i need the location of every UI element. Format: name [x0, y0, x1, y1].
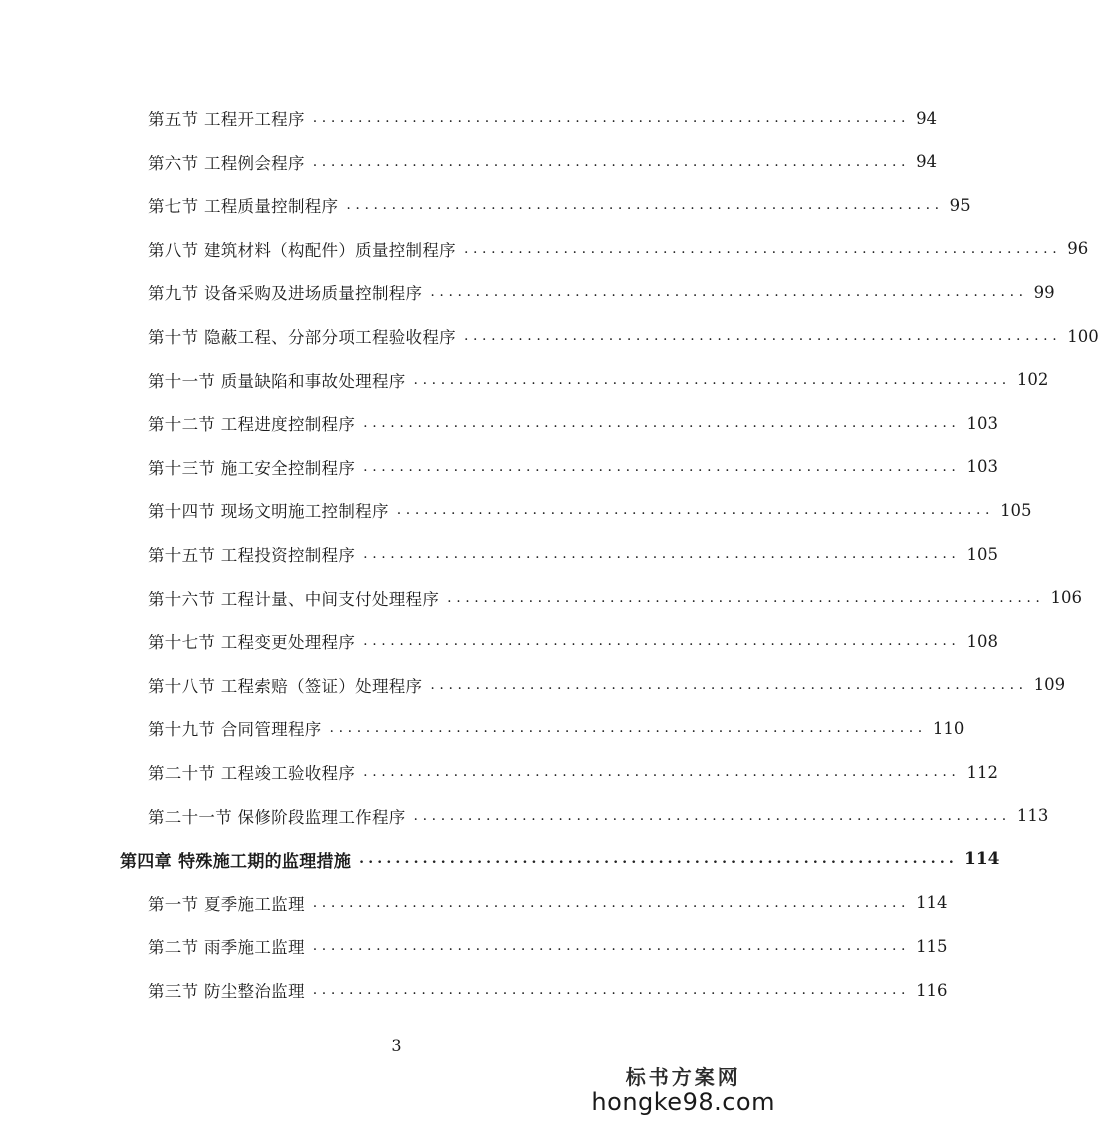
- toc-leader-dots: ..................................................................: [447, 589, 1045, 606]
- toc-entry-title: 第四章 特殊施工期的监理措施: [120, 851, 352, 872]
- toc-entry-page: 100: [1067, 326, 1099, 346]
- toc-entry[interactable]: [148, 452, 998, 482]
- toc-entry-page: 94: [916, 152, 938, 172]
- toc-leader-dots: ..................................................................: [359, 851, 959, 868]
- toc-entry-title: 第二节 雨季施工监理: [148, 938, 305, 958]
- toc-entry-page: 109: [1033, 675, 1066, 695]
- toc-entry[interactable]: [148, 190, 971, 220]
- toc-leader-dots: ..................................................................: [463, 328, 1062, 344]
- toc-entry[interactable]: [148, 670, 1066, 700]
- toc-entry[interactable]: [148, 321, 1099, 351]
- toc-entry-title: 第十四节 现场文明施工控制程序: [148, 502, 389, 522]
- toc-entry[interactable]: [148, 583, 1082, 613]
- toc-leader-dots: ..................................................................: [430, 676, 1028, 693]
- toc-entry-title: 第三节 防尘整治监理: [148, 982, 305, 1001]
- toc-entry-title: 第二十节 工程竣工验收程序: [148, 764, 356, 783]
- toc-entry-title: 第五节 工程开工程序: [148, 110, 305, 129]
- toc-entry-page: 94: [916, 108, 938, 128]
- toc-leader-dots: ..................................................................: [312, 110, 911, 126]
- toc-entry-page: 110: [932, 718, 965, 738]
- toc-entry-title: 第十节 隐蔽工程、分部分项工程验收程序: [148, 328, 456, 347]
- toc-entry[interactable]: [148, 626, 998, 656]
- toc-entry-title: 第十七节 工程变更处理程序: [148, 633, 356, 653]
- toc-entry-page: 106: [1050, 588, 1082, 608]
- toc-entry[interactable]: [148, 495, 1032, 525]
- toc-leader-dots: ..................................................................: [363, 458, 961, 475]
- toc-entry-page: 113: [1016, 806, 1049, 826]
- toc-entry[interactable]: [148, 408, 998, 438]
- toc-leader-dots: ..................................................................: [346, 197, 944, 214]
- toc-entry-title: 第十一节 质量缺陷和事故处理程序: [148, 371, 406, 391]
- toc-leader-dots: ..................................................................: [312, 982, 911, 998]
- toc-leader-dots: ..................................................................: [396, 502, 995, 519]
- watermark-logo: [591, 1061, 775, 1116]
- toc-entry[interactable]: [148, 147, 938, 177]
- toc-entry-title: 第十六节 工程计量、中间支付处理程序: [148, 589, 440, 609]
- page-number: 3: [391, 1036, 402, 1055]
- toc-entry[interactable]: [148, 801, 1049, 831]
- toc-entry[interactable]: [148, 234, 1089, 264]
- toc-entry-title: 第八节 建筑材料（构配件）质量控制程序: [148, 240, 456, 260]
- toc-entry-page: 103: [966, 413, 998, 433]
- toc-leader-dots: ..................................................................: [312, 938, 911, 955]
- toc-leader-dots: ..................................................................: [430, 284, 1028, 301]
- toc-entry-title: 第十二节 工程进度控制程序: [148, 415, 356, 435]
- toc-leader-dots: ..................................................................: [363, 633, 961, 650]
- toc-entry-title: 第二十一节 保修阶段监理工作程序: [148, 807, 406, 827]
- watermark-url-text: hongke98.com: [591, 1088, 775, 1116]
- toc-entry[interactable]: [148, 713, 965, 743]
- toc-entry[interactable]: [148, 103, 938, 133]
- toc-entry-title: 第七节 工程质量控制程序: [148, 197, 339, 217]
- toc-leader-dots: ..................................................................: [363, 764, 961, 780]
- toc-leader-dots: ..................................................................: [413, 371, 1011, 388]
- toc-entry-page: 102: [1016, 370, 1049, 390]
- toc-entry-page: 105: [1000, 500, 1032, 520]
- toc-entry[interactable]: [148, 757, 998, 787]
- toc-entry[interactable]: [148, 888, 948, 918]
- toc-entry-page: 105: [966, 544, 998, 564]
- toc-chapter-entry[interactable]: [120, 844, 1000, 874]
- toc-entry-page: 115: [916, 936, 948, 956]
- toc-entry-page: 116: [916, 980, 948, 1000]
- toc-entry-title: 第十五节 工程投资控制程序: [148, 546, 356, 565]
- toc-leader-dots: ..................................................................: [463, 240, 1062, 257]
- toc-entry-page: 108: [966, 631, 998, 651]
- toc-entry-title: 第六节 工程例会程序: [148, 153, 305, 173]
- toc-leader-dots: ..................................................................: [363, 415, 961, 432]
- toc-entry-title: 第九节 设备采购及进场质量控制程序: [148, 284, 423, 304]
- watermark-chinese-text: 标书方案网: [625, 1065, 741, 1089]
- toc-entry-title: 第十九节 合同管理程序: [148, 720, 322, 740]
- toc-leader-dots: ..................................................................: [329, 720, 927, 737]
- toc-entry[interactable]: [148, 365, 1049, 395]
- toc-entry-page: 96: [1067, 239, 1089, 259]
- toc-entry-page: 103: [966, 457, 998, 477]
- toc-entry-page: 114: [964, 849, 1000, 870]
- toc-entry-title: 第一节 夏季施工监理: [148, 894, 305, 914]
- toc-entry[interactable]: [148, 277, 1055, 307]
- toc-entry-page: 112: [966, 762, 998, 782]
- toc-leader-dots: ..................................................................: [413, 807, 1011, 824]
- toc-entry-page: 114: [916, 893, 948, 913]
- toc-entry[interactable]: [148, 539, 998, 569]
- toc-entry-page: 99: [1033, 282, 1055, 302]
- toc-entry-title: 第十三节 施工安全控制程序: [148, 458, 356, 478]
- toc-entry[interactable]: [148, 975, 948, 1005]
- toc-leader-dots: ..................................................................: [312, 153, 911, 170]
- toc-entry-page: 95: [949, 195, 971, 215]
- toc-entry[interactable]: [148, 931, 948, 961]
- toc-leader-dots: ..................................................................: [363, 546, 961, 562]
- toc-leader-dots: ..................................................................: [312, 894, 911, 911]
- toc-entry-title: 第十八节 工程索赔（签证）处理程序: [148, 676, 423, 696]
